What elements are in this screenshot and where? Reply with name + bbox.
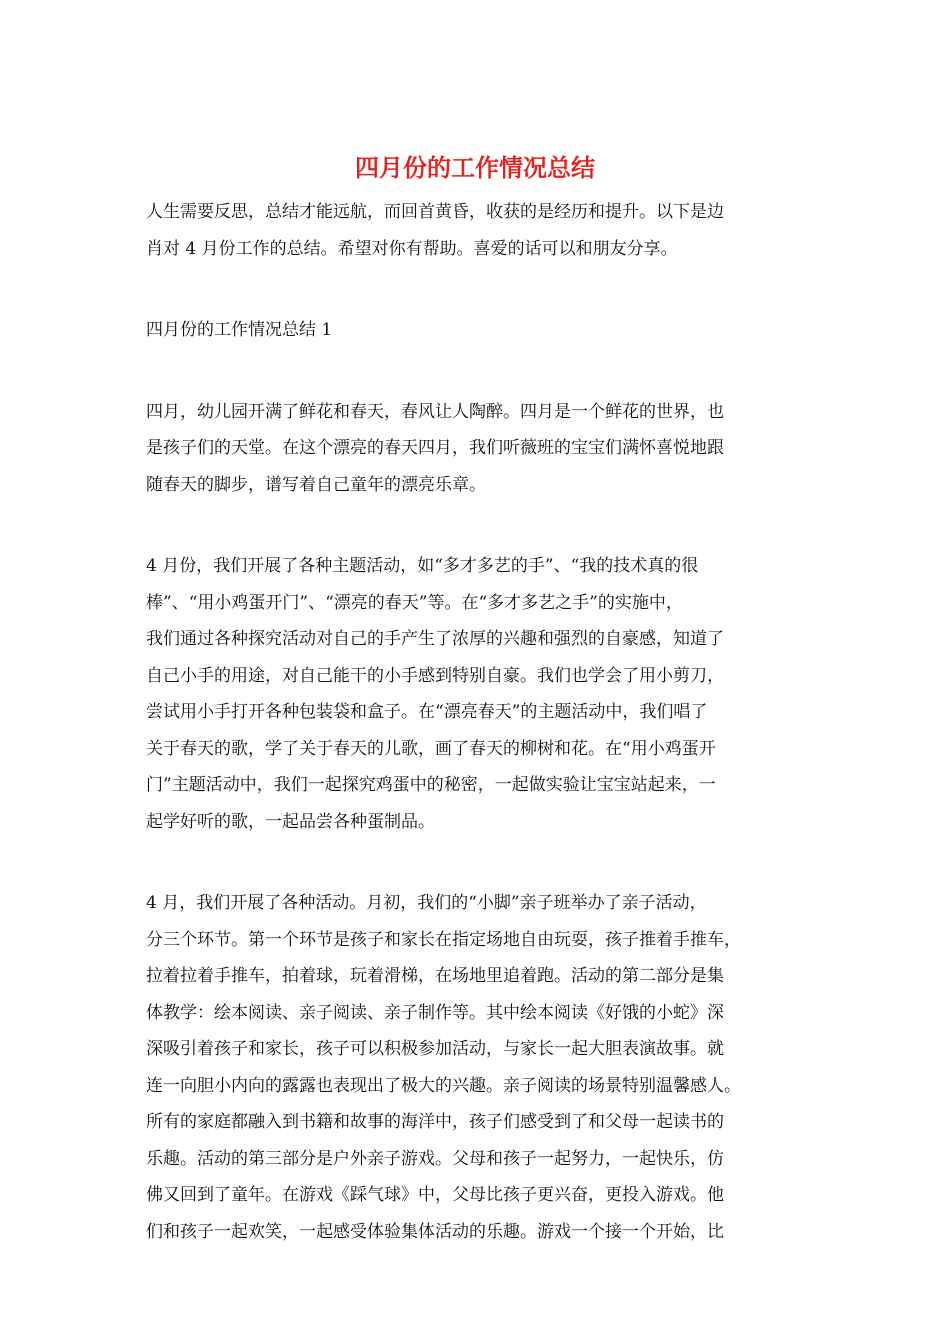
paragraph-line: 棒”、“用小鸡蛋开门”、“漂亮的春天”等。在“多才多艺之手”的实施中， <box>146 592 683 613</box>
paragraph-line: 乐趣。活动的第三部分是户外亲子游戏。父母和孩子一起努力，一起快乐，仿 <box>146 1148 724 1169</box>
paragraph <box>146 548 806 840</box>
paragraph-line: 我们通过各种探究活动对自己的手产生了浓厚的兴趣和强烈的自豪感，知道了 <box>146 629 724 649</box>
paragraph-line: 体教学：绘本阅读、亲子阅读、亲子制作等。其中绘本阅读《好饿的小蛇》深 <box>146 1002 724 1023</box>
paragraph-line: 起学好听的歌，一起品尝各种蛋制品。 <box>146 811 435 832</box>
paragraph-line: 人生需要反思，总结才能远航，而回首黄昏，收获的是经历和提升。以下是边 <box>146 202 724 222</box>
paragraph-line: 连一向胆小内向的露露也表现出了极大的兴趣。亲子阅读的场景特别温馨感人。 <box>146 1075 741 1096</box>
paragraph <box>146 194 806 267</box>
paragraph-line: 尝试用小手打开各种包装袋和盒子。在“漂亮春天”的主题活动中，我们唱了 <box>146 702 708 722</box>
paragraph <box>146 885 806 1250</box>
paragraph <box>146 312 806 349</box>
paragraph-line: 四月份的工作情况总结 1 <box>146 320 333 340</box>
document-title: 四月份的工作情况总结 <box>355 153 595 182</box>
paragraph-line: 分三个环节。第一个环节是孩子和家长在指定场地自由玩耍，孩子推着手推车， <box>146 929 741 950</box>
paragraph-line: 肖对 4 月份工作的总结。希望对你有帮助。喜爱的话可以和朋友分享。 <box>146 238 678 259</box>
paragraph-line: 门”主题活动中，我们一起探究鸡蛋中的秘密，一起做实验让宝宝站起来，一 <box>146 775 716 795</box>
paragraph <box>146 394 806 504</box>
paragraph-line: 4 月份，我们开展了各种主题活动，如“多才多艺的手”、“我的技术真的很 <box>146 556 699 576</box>
paragraph-line: 拉着拉着手推车，拍着球，玩着滑梯，在场地里追着跑。活动的第二部分是集 <box>146 966 724 986</box>
paragraph-line: 随春天的脚步，谱写着自己童年的漂亮乐章。 <box>146 474 486 495</box>
paragraph-line: 4 月，我们开展了各种活动。月初，我们的“小脚”亲子班举办了亲子活动， <box>146 893 707 913</box>
paragraph-line: 深吸引着孩子和家长，孩子可以积极参加活动，与家长一起大胆表演故事。就 <box>146 1039 724 1059</box>
paragraph-line: 四月，幼儿园开满了鲜花和春天，春风让人陶醉。四月是一个鲜花的世界，也 <box>146 401 724 422</box>
paragraph-line: 是孩子们的天堂。在这个漂亮的春天四月，我们听薇班的宝宝们满怀喜悦地跟 <box>146 438 724 458</box>
document-body <box>146 194 806 1295</box>
paragraph-line: 自己小手的用途，对自己能干的小手感到特别自豪。我们也学会了用小剪刀， <box>146 665 724 686</box>
paragraph-line: 关于春天的歌，学了关于春天的儿歌，画了春天的柳树和花。在“用小鸡蛋开 <box>146 738 716 759</box>
paragraph-line: 佛又回到了童年。在游戏《踩气球》中，父母比孩子更兴奋，更投入游戏。他 <box>146 1185 724 1205</box>
paragraph-line: 们和孩子一起欢笑，一起感受体验集体活动的乐趣。游戏一个接一个开始，比 <box>146 1221 724 1242</box>
paragraph-line: 所有的家庭都融入到书籍和故事的海洋中，孩子们感受到了和父母一起读书的 <box>146 1112 724 1132</box>
